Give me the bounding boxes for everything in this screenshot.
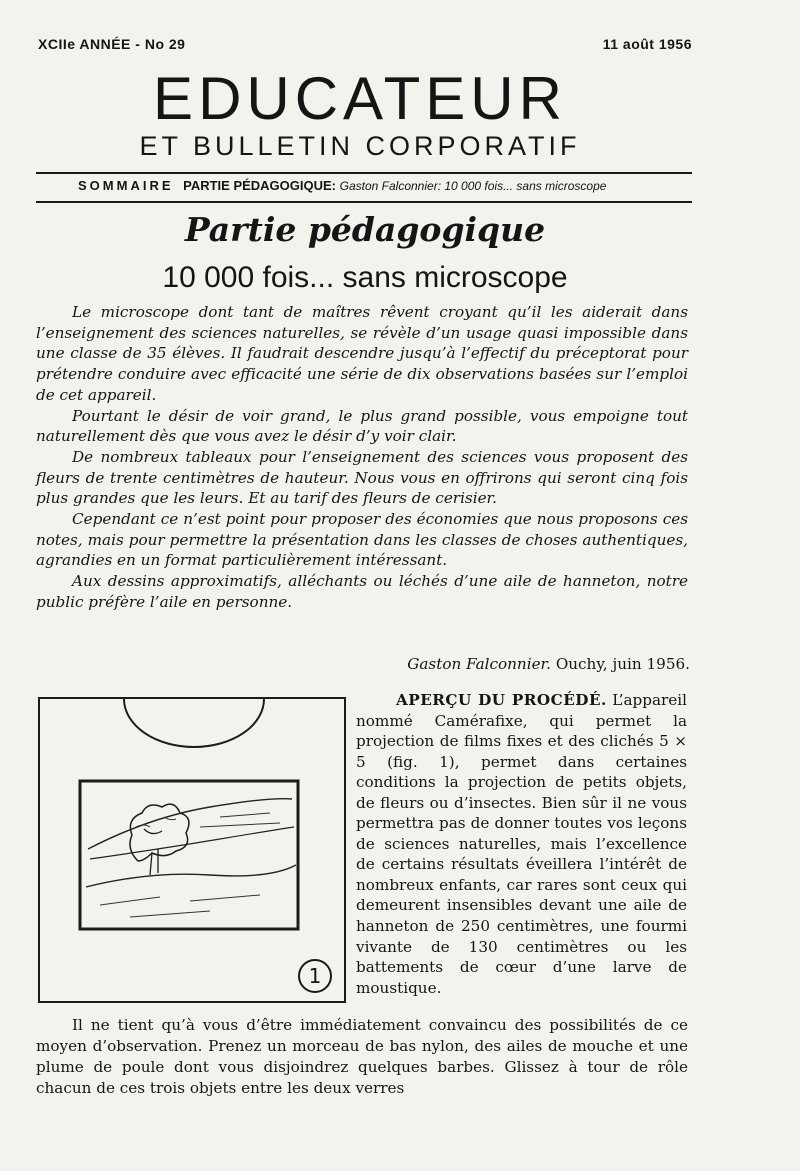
masthead-subtitle: ET BULLETIN CORPORATIF: [139, 131, 581, 161]
figure-number: 1: [298, 959, 332, 993]
intro-paragraph: Le microscope dont tant de maîtres rêvent croyant qu’il les aiderait dans l’enseignement des sciences naturelles, se révèle d’un usage quasi impossible dans une classe de 35 élèves. Il faudrait descendre jusqu’à l’effectif du préceptorat pour prétendre conduire avec efficacité une série de dix observations basées sur l’emploi de cet appareil.: [36, 303, 688, 404]
intro-paragraph: Aux dessins approximatifs, alléchants ou léchés d’une aile de hanneton, notre public préfère l’aile en personne.: [36, 572, 688, 611]
procede-paragraph: [356, 690, 687, 998]
continuation-paragraph: Il ne tient qu’à vous d’être immédiatement convaincu des possibilités de ce moyen d’observation. Prenez un morceau de bas nylon, des ailes de mouche et une plume de poule dont vous disjoindrez quelques barbes. Glissez à tour de rôle chacun de ces trois objets entre les deux verres: [36, 1016, 688, 1097]
procede-heading: APERÇU DU PROCÉDÉ.: [396, 691, 607, 709]
procede-column: [356, 690, 687, 998]
issue-line: [38, 36, 692, 52]
section-title: Partie pédagogique: [184, 210, 546, 249]
issue-date: 11 août 1956: [602, 36, 692, 52]
sommaire-label: SOMMAIRE: [78, 178, 174, 193]
signature-place-date: Ouchy, juin 1956.: [555, 655, 690, 673]
sommaire-part: PARTIE PÉDAGOGIQUE:: [183, 178, 337, 193]
continuation-text: [36, 1015, 688, 1099]
table-of-contents: [78, 178, 606, 193]
intro-text: [36, 302, 688, 613]
figure-1: [38, 697, 346, 1003]
procede-text: L’appareil nommé Camérafixe, qui permet la projection de films fixes et des clichés 5 × 5 (fig. 1), permet dans certaines conditions la projection de petits objets, de fleurs ou d’insectes. Bien sûr il ne vous permettra pas de donner toutes vos leçons de sciences naturelles, mais l’excellence de certains résultats éveillera l’intérêt de nombreux enfants, car rares sont ceux qui demeurent insensibles devant une aile de hanneton de 250 centimètres, une fourmi vivante de 130 centimètres ou les battements de cœur d’une larve de moustique.: [356, 691, 687, 997]
signature-author: Gaston Falconnier.: [407, 655, 551, 673]
issue-number: XCIIe ANNÉE - No 29: [38, 36, 186, 52]
intro-paragraph: De nombreux tableaux pour l’enseignement des sciences vous proposent des fleurs de trente centimètres de hauteur. Nous vous en offrirons qui seront cinq fois plus grandes que les leurs. Et au tarif des fleurs de cerisier.: [36, 447, 688, 508]
masthead-title: EDUCATEUR: [153, 65, 567, 132]
bottom-divider: [36, 201, 692, 203]
intro-paragraph: Pourtant le désir de voir grand, le plus grand possible, vous empoigne tout naturellement dès que vous avez le désir d’y voir clair.: [36, 406, 688, 446]
intro-paragraph: Cependant ce n’est point pour proposer des économies que nous proposons ces notes, mais pour permettre la présentation dans les classes de choses authentiques, agrandies en un format particulièrement intéressant.: [36, 510, 688, 570]
camerafixe-illustration: [40, 699, 344, 1001]
signature: [407, 655, 690, 673]
top-divider: [36, 172, 692, 174]
sommaire-contents: Gaston Falconnier: 10 000 fois... sans microscope: [339, 179, 607, 193]
article-title: 10 000 fois... sans microscope: [162, 261, 568, 294]
